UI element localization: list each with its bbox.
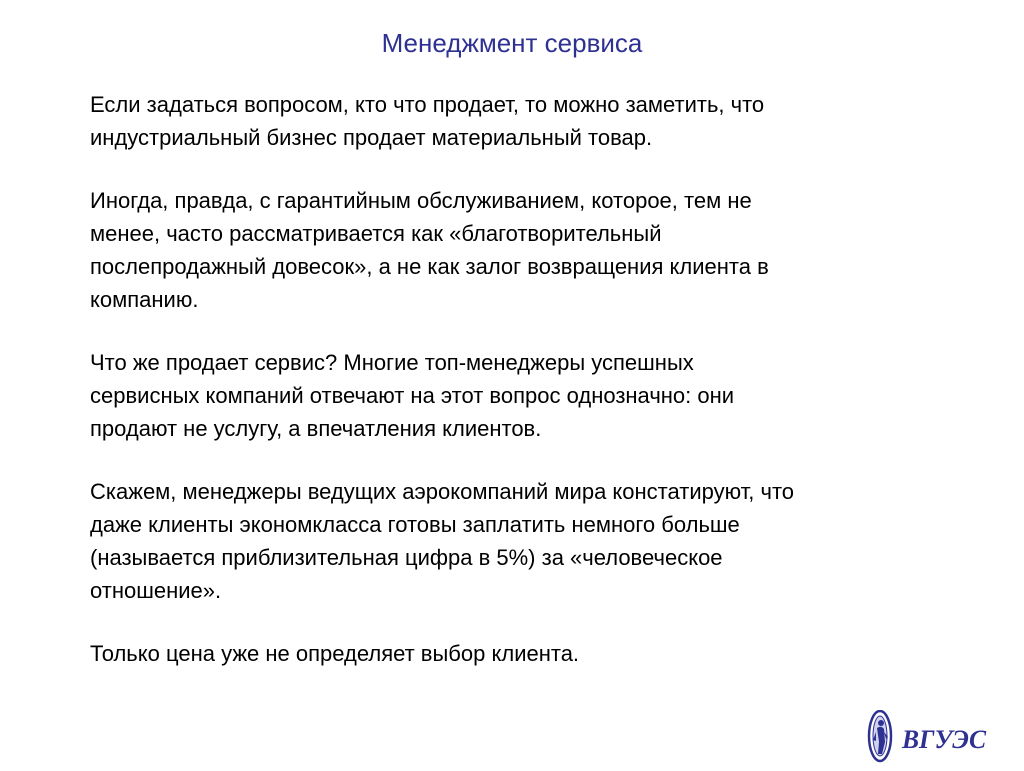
paragraph-2: Иногда, правда, с гарантийным обслуживанием, которое, тем не менее, часто рассматривается как «благотворительный послепродажный довесок», а не как залог возвращения клиента в компанию. — [90, 188, 769, 312]
paragraph-5: Только цена уже не определяет выбор клиента. — [90, 641, 580, 666]
slide-title: Менеджмент сервиса — [381, 28, 643, 58]
university-logo — [864, 710, 990, 766]
paragraph-1: Если задаться вопросом, кто что продает, то можно заметить, что индустриальный бизнес продает материальный товар. — [90, 92, 765, 150]
university-emblem-icon — [864, 710, 990, 766]
paragraph-3: Что же продает сервис? Многие топ-менеджеры успешных сервисных компаний отвечают на этот вопрос однозначно: они продают не услугу, а впечатления клиентов. — [90, 350, 735, 441]
paragraph-4: Скажем, менеджеры ведущих аэрокомпаний мира констатируют, что даже клиенты экономкласса готовы заплатить немного больше (называется приблизительная цифра в 5%) за «человеческое отношение». — [90, 479, 795, 603]
slide-body — [90, 88, 940, 700]
svg-text:ВГУЭС: ВГУЭС — [901, 725, 987, 754]
